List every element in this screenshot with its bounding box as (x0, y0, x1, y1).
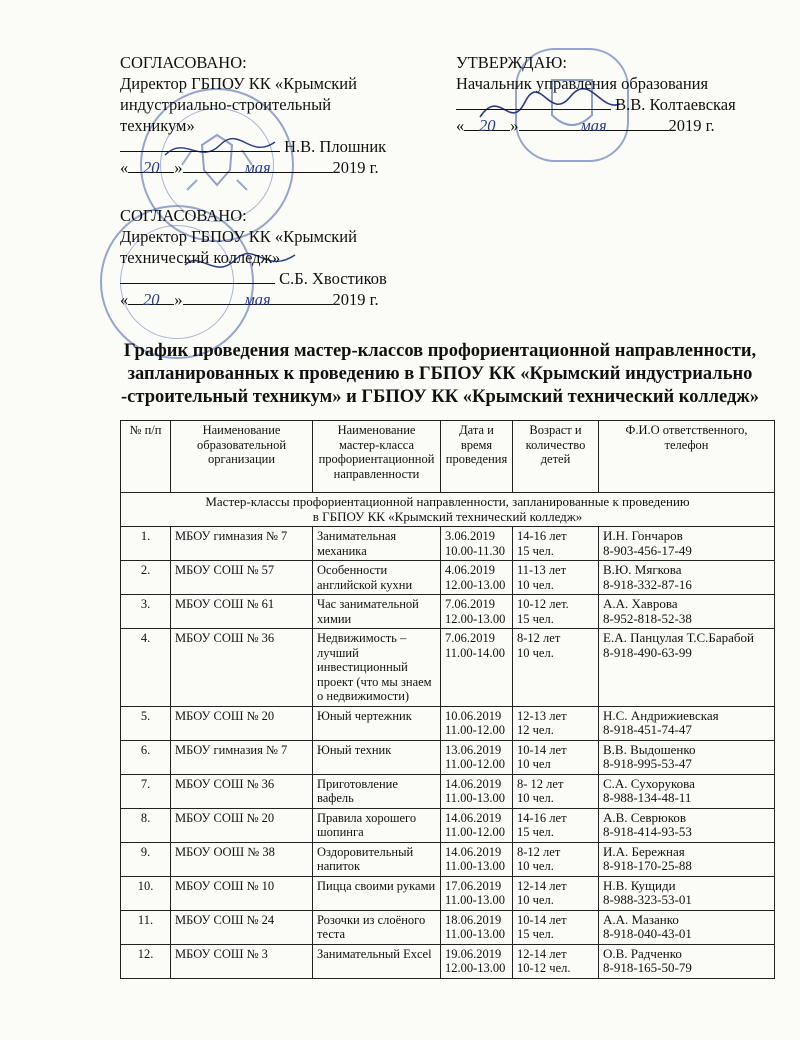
cell-age-count-text: 10 чел. (517, 859, 554, 873)
cell-datetime-text: 14.06.2019 (445, 810, 502, 825)
approval-block-college: СОГЛАСОВАНО: Директор ГБПОУ КК «Крымский технический колледж» С.Б. Хвостиков « 20 » мая 2019 г. (120, 206, 387, 309)
approval-position-line: Директор ГБПОУ КК «Крымский (120, 74, 357, 93)
cell-responsible-text: А.В. Севрюков (603, 809, 687, 825)
table-row (121, 740, 775, 774)
cell-organization (171, 527, 313, 561)
cell-datetime-text: 14.06.2019 (445, 776, 502, 791)
cell-datetime-text: 11.00-13.00 (445, 791, 505, 805)
cell-age-count-text: 10-14 лет (517, 742, 567, 757)
cell-age-count-text: 10-12 лет. (517, 597, 569, 611)
document-title: График проведения мастер-классов профориентационной направленности, запланированных к проведению в ГБПОУ КК «Крымский индустриально -строительный техникум» и ГБПОУ КК «Крымский технический колледж» (121, 341, 759, 407)
cell-number (121, 842, 171, 876)
table-row (121, 842, 775, 876)
approval-heading: УТВЕРЖДАЮ: (456, 53, 567, 72)
cell-age-count (513, 774, 599, 808)
cell-age-count-text: 15 чел. (517, 611, 554, 626)
cell-responsible (599, 910, 775, 944)
approval-position-line: технический колледж» (120, 248, 281, 267)
cell-responsible-text: О.В. Радченко (603, 945, 682, 961)
cell-number-text: 6. (140, 742, 151, 757)
cell-master-class (313, 740, 441, 774)
cell-master-class (313, 774, 441, 808)
cell-responsible-text: 8-918-995-53-47 (603, 756, 692, 771)
cell-organization (171, 876, 313, 910)
cell-master-class (313, 944, 441, 978)
cell-number (121, 808, 171, 842)
cell-responsible (599, 808, 775, 842)
cell-responsible (599, 629, 775, 707)
approval-date-year: 2019 г. (332, 158, 379, 177)
cell-responsible-text: 8-918-332-87-16 (603, 576, 692, 592)
cell-organization-text: МБОУ СОШ № 36 (175, 631, 275, 645)
cell-age-count-text: 8-12 лет (517, 631, 561, 645)
cell-age-count (513, 842, 599, 876)
cell-age-count-text: 12 чел. (517, 723, 554, 737)
cell-responsible-text: С.А. Сухорукова (603, 775, 695, 791)
cell-responsible-text: 8-988-134-48-11 (603, 790, 692, 805)
cell-organization-text: МБОУ СОШ № 20 (175, 708, 275, 723)
cell-number (121, 740, 171, 774)
cell-age-count-text: 10 чел. (517, 645, 554, 660)
cell-responsible-text: 8-903-456-17-49 (603, 542, 692, 558)
cell-organization (171, 808, 313, 842)
cell-datetime-text: 11.00-12.00 (445, 757, 505, 771)
cell-age-count-text: 15 чел. (517, 825, 554, 839)
cell-responsible-text: В.Ю. Мягкова (603, 562, 682, 577)
cell-datetime (441, 629, 513, 707)
cell-responsible-text: И.А. Бережная (603, 843, 685, 859)
cell-age-count (513, 527, 599, 561)
cell-datetime-text: 11.00-12.00 (445, 723, 505, 737)
table-header-row (121, 421, 775, 493)
cell-number-text: 10. (137, 878, 154, 893)
table-row (121, 808, 775, 842)
cell-master-class (313, 527, 441, 561)
cell-number (121, 910, 171, 944)
cell-organization-text: МБОУ гимназия № 7 (175, 529, 288, 543)
cell-organization (171, 629, 313, 707)
column-header-organization: Наименование образовательной организации (171, 421, 313, 493)
table-row (121, 944, 775, 978)
approval-position-line: техникум» (120, 116, 195, 135)
approval-heading: СОГЛАСОВАНО: (120, 206, 247, 225)
cell-organization-text: МБОУ ООШ № 38 (175, 844, 275, 859)
cell-master-class (313, 808, 441, 842)
cell-datetime-text: 4.06.2019 (445, 563, 495, 577)
cell-age-count-text: 12-13 лет (517, 708, 567, 723)
cell-responsible (599, 527, 775, 561)
column-header-datetime: Дата и время проведения (441, 421, 513, 493)
approval-date-month: мая (183, 157, 333, 173)
cell-responsible-text: 8-988-323-53-01 (603, 892, 692, 907)
cell-master-class-text: Приготовление вафель (317, 776, 398, 805)
cell-datetime-text: 18.06.2019 (445, 912, 502, 927)
cell-datetime (441, 842, 513, 876)
approval-signer-name: Н.В. Плошник (284, 137, 387, 156)
cell-age-count-text: 10 чел. (517, 577, 554, 592)
cell-responsible-text: 8-918-170-25-88 (603, 858, 692, 873)
cell-number (121, 944, 171, 978)
cell-age-count (513, 595, 599, 629)
cell-organization-text: МБОУ СОШ № 20 (175, 810, 275, 825)
cell-datetime (441, 876, 513, 910)
cell-organization-text: МБОУ СОШ № 61 (175, 597, 275, 611)
cell-datetime-text: 3.06.2019 (445, 529, 495, 543)
approval-signer-name: В.В. Колтаевская (615, 95, 736, 114)
table-row (121, 595, 775, 629)
cell-datetime-text: 7.06.2019 (445, 631, 495, 645)
cell-age-count (513, 808, 599, 842)
cell-organization-text: МБОУ СОШ № 57 (175, 563, 275, 577)
approval-date-day: 20 (464, 115, 510, 131)
cell-master-class-text: Занимательная механика (317, 529, 397, 558)
cell-datetime-text: 19.06.2019 (445, 946, 502, 961)
cell-master-class-text: Розочки из слоёного теста (317, 912, 426, 941)
cell-organization-text: МБОУ СОШ № 24 (175, 912, 275, 927)
approval-signer-name: С.Б. Хвостиков (279, 269, 387, 288)
cell-number (121, 629, 171, 707)
cell-master-class (313, 706, 441, 740)
cell-age-count-text: 15 чел. (517, 543, 554, 558)
cell-responsible-text: Е.А. Панцулая Т.С.Барабой (603, 630, 754, 645)
cell-number-text: 7. (140, 776, 151, 791)
cell-datetime (441, 706, 513, 740)
cell-organization (171, 561, 313, 595)
cell-number-text: 5. (140, 708, 151, 723)
cell-organization (171, 740, 313, 774)
cell-number (121, 527, 171, 561)
cell-master-class (313, 629, 441, 707)
cell-age-count (513, 944, 599, 978)
cell-responsible-text: В.В. Выдошенко (603, 741, 696, 757)
cell-master-class-text: Занимательный Excel (317, 946, 432, 961)
cell-responsible (599, 561, 775, 595)
table-row (121, 629, 775, 707)
approval-date-day: 20 (128, 289, 174, 305)
approval-block-technikum: СОГЛАСОВАНО: Директор ГБПОУ КК «Крымский индустриально-строительный техникум» Н.В. Плошник « 20 » мая 2019 г. (120, 53, 387, 177)
cell-organization (171, 910, 313, 944)
cell-number-text: 9. (140, 844, 151, 859)
cell-responsible-text: Н.В. Кущиди (603, 877, 676, 893)
cell-datetime-text: 11.00-13.00 (445, 859, 505, 873)
approval-date-year: 2019 г. (668, 116, 715, 135)
cell-responsible (599, 774, 775, 808)
cell-datetime (441, 527, 513, 561)
cell-responsible-text: А.А. Хаврова (603, 596, 678, 611)
cell-master-class (313, 876, 441, 910)
cell-age-count-text: 14-16 лет (517, 529, 567, 543)
table-row (121, 561, 775, 595)
cell-number-text: 8. (140, 810, 151, 825)
cell-master-class-text: Юный чертежник (317, 708, 412, 723)
cell-datetime (441, 595, 513, 629)
column-header-age-count: Возраст и количество детей (513, 421, 599, 493)
cell-master-class-text: Особенности английской кухни (317, 563, 413, 592)
cell-datetime-text: 13.06.2019 (445, 742, 502, 757)
cell-datetime-text: 11.00-13.00 (445, 927, 505, 941)
cell-number-text: 11. (137, 912, 154, 927)
cell-master-class-text: Правила хорошего шопинга (317, 810, 417, 839)
column-header-responsible: Ф.И.О ответственного, телефон (599, 421, 775, 493)
cell-master-class (313, 910, 441, 944)
schedule-table (120, 420, 775, 979)
cell-responsible-text: Н.С. Андрижиевская (603, 707, 719, 723)
cell-organization-text: МБОУ СОШ № 10 (175, 878, 275, 893)
cell-datetime-text: 10.00-11.30 (445, 543, 505, 558)
cell-number-text: 4. (140, 631, 151, 645)
cell-datetime-text: 11.00-12.00 (445, 825, 505, 839)
approval-date-month: мая (519, 115, 669, 131)
cell-organization (171, 842, 313, 876)
cell-datetime-text: 12.00-13.00 (445, 577, 506, 592)
cell-number-text: 1. (140, 529, 151, 543)
cell-datetime (441, 808, 513, 842)
cell-datetime-text: 17.06.2019 (445, 878, 502, 893)
approval-date-year: 2019 г. (332, 290, 379, 309)
cell-master-class-text: Юный техник (317, 742, 392, 757)
cell-datetime (441, 740, 513, 774)
cell-datetime-text: 12.00-13.00 (445, 611, 506, 626)
cell-datetime-text: 12.00-13.00 (445, 961, 506, 975)
cell-number-text: 12. (137, 946, 154, 961)
cell-responsible-text: А.А. Мазанко (603, 911, 679, 927)
cell-master-class-text: Пицца своими руками (317, 878, 436, 893)
cell-age-count-text: 10 чел. (517, 791, 554, 805)
cell-datetime (441, 910, 513, 944)
cell-organization-text: МБОУ гимназия № 7 (175, 742, 288, 757)
cell-datetime-text: 11.00-13.00 (445, 893, 505, 907)
column-header-master-class: Наименование мастер-класса профориентационной направленности (313, 421, 441, 493)
cell-responsible (599, 706, 775, 740)
cell-age-count (513, 706, 599, 740)
table-row (121, 706, 775, 740)
cell-age-count-text: 10-12 чел. (517, 961, 571, 975)
cell-datetime-text: 7.06.2019 (445, 597, 495, 611)
approval-heading: СОГЛАСОВАНО: (120, 53, 247, 72)
cell-age-count (513, 561, 599, 595)
table-row (121, 876, 775, 910)
section-title-line: в ГБПОУ КК «Крымский технический колледж» (312, 508, 583, 524)
table-row (121, 774, 775, 808)
cell-age-count (513, 629, 599, 707)
cell-number (121, 706, 171, 740)
cell-age-count-text: 15 чел. (517, 927, 554, 941)
cell-organization (171, 595, 313, 629)
approval-position-line: индустриально-строительный (120, 95, 332, 114)
cell-responsible-text: И.Н. Гончаров (603, 528, 683, 543)
section-row (121, 493, 775, 527)
table-row (121, 910, 775, 944)
cell-master-class (313, 595, 441, 629)
approval-block-education-department: УТВЕРЖДАЮ: Начальник управления образования В.В. Колтаевская « 20 » мая 2019 г. (456, 53, 736, 135)
approval-date-month: мая (183, 289, 333, 305)
cell-age-count-text: 10 чел. (517, 893, 554, 907)
cell-datetime-text: 14.06.2019 (445, 844, 502, 859)
cell-number (121, 595, 171, 629)
cell-datetime-text: 11.00-14.00 (445, 645, 505, 660)
cell-age-count-text: 10-14 лет (517, 912, 567, 927)
approval-position-line: Начальник управления образования (456, 74, 709, 93)
cell-number-text: 2. (140, 563, 151, 577)
cell-age-count-text: 14-16 лет (517, 810, 567, 825)
cell-age-count-text: 10 чел (517, 757, 551, 771)
cell-number (121, 876, 171, 910)
cell-responsible (599, 595, 775, 629)
approval-position-line: Директор ГБПОУ КК «Крымский (120, 227, 357, 246)
cell-datetime (441, 561, 513, 595)
cell-datetime (441, 774, 513, 808)
cell-age-count-text: 8-12 лет (517, 844, 561, 859)
approval-date-day: 20 (128, 157, 174, 173)
column-header-number: № п/п (121, 421, 171, 493)
cell-organization (171, 706, 313, 740)
cell-organization-text: МБОУ СОШ № 36 (175, 776, 275, 791)
cell-responsible-text: 8-918-451-74-47 (603, 722, 692, 737)
cell-master-class-text: Оздоровительный напиток (317, 844, 414, 873)
cell-responsible (599, 740, 775, 774)
cell-responsible (599, 842, 775, 876)
cell-responsible-text: 8-918-414-93-53 (603, 824, 692, 839)
table-row (121, 527, 775, 561)
section-title-line: Мастер-классы профориентационной направленности, запланированные к проведению (205, 494, 690, 509)
cell-master-class (313, 561, 441, 595)
cell-age-count (513, 876, 599, 910)
cell-master-class-text: Час занимательной химии (317, 597, 419, 626)
cell-responsible-text: 8-918-165-50-79 (603, 960, 692, 975)
cell-age-count-text: 12-14 лет (517, 878, 567, 893)
cell-organization (171, 774, 313, 808)
cell-responsible-text: 8-952-818-52-38 (603, 610, 692, 626)
cell-responsible-text: 8-918-490-63-99 (603, 644, 692, 660)
cell-responsible-text: 8-918-040-43-01 (603, 926, 692, 941)
cell-age-count (513, 910, 599, 944)
cell-age-count-text: 8- 12 лет (517, 776, 564, 791)
cell-organization (171, 944, 313, 978)
cell-organization-text: МБОУ СОШ № 3 (175, 946, 268, 961)
cell-age-count-text: 12-14 лет (517, 946, 567, 961)
cell-responsible (599, 876, 775, 910)
cell-number (121, 774, 171, 808)
cell-datetime-text: 10.06.2019 (445, 708, 502, 723)
cell-number-text: 3. (140, 597, 151, 611)
cell-responsible (599, 944, 775, 978)
cell-age-count (513, 740, 599, 774)
cell-number (121, 561, 171, 595)
cell-age-count-text: 11-13 лет (517, 563, 567, 577)
cell-datetime (441, 944, 513, 978)
cell-master-class (313, 842, 441, 876)
cell-master-class-text: Недвижимость – лучший инвестиционный проект (что мы знаем о недвижимости) (317, 631, 432, 703)
